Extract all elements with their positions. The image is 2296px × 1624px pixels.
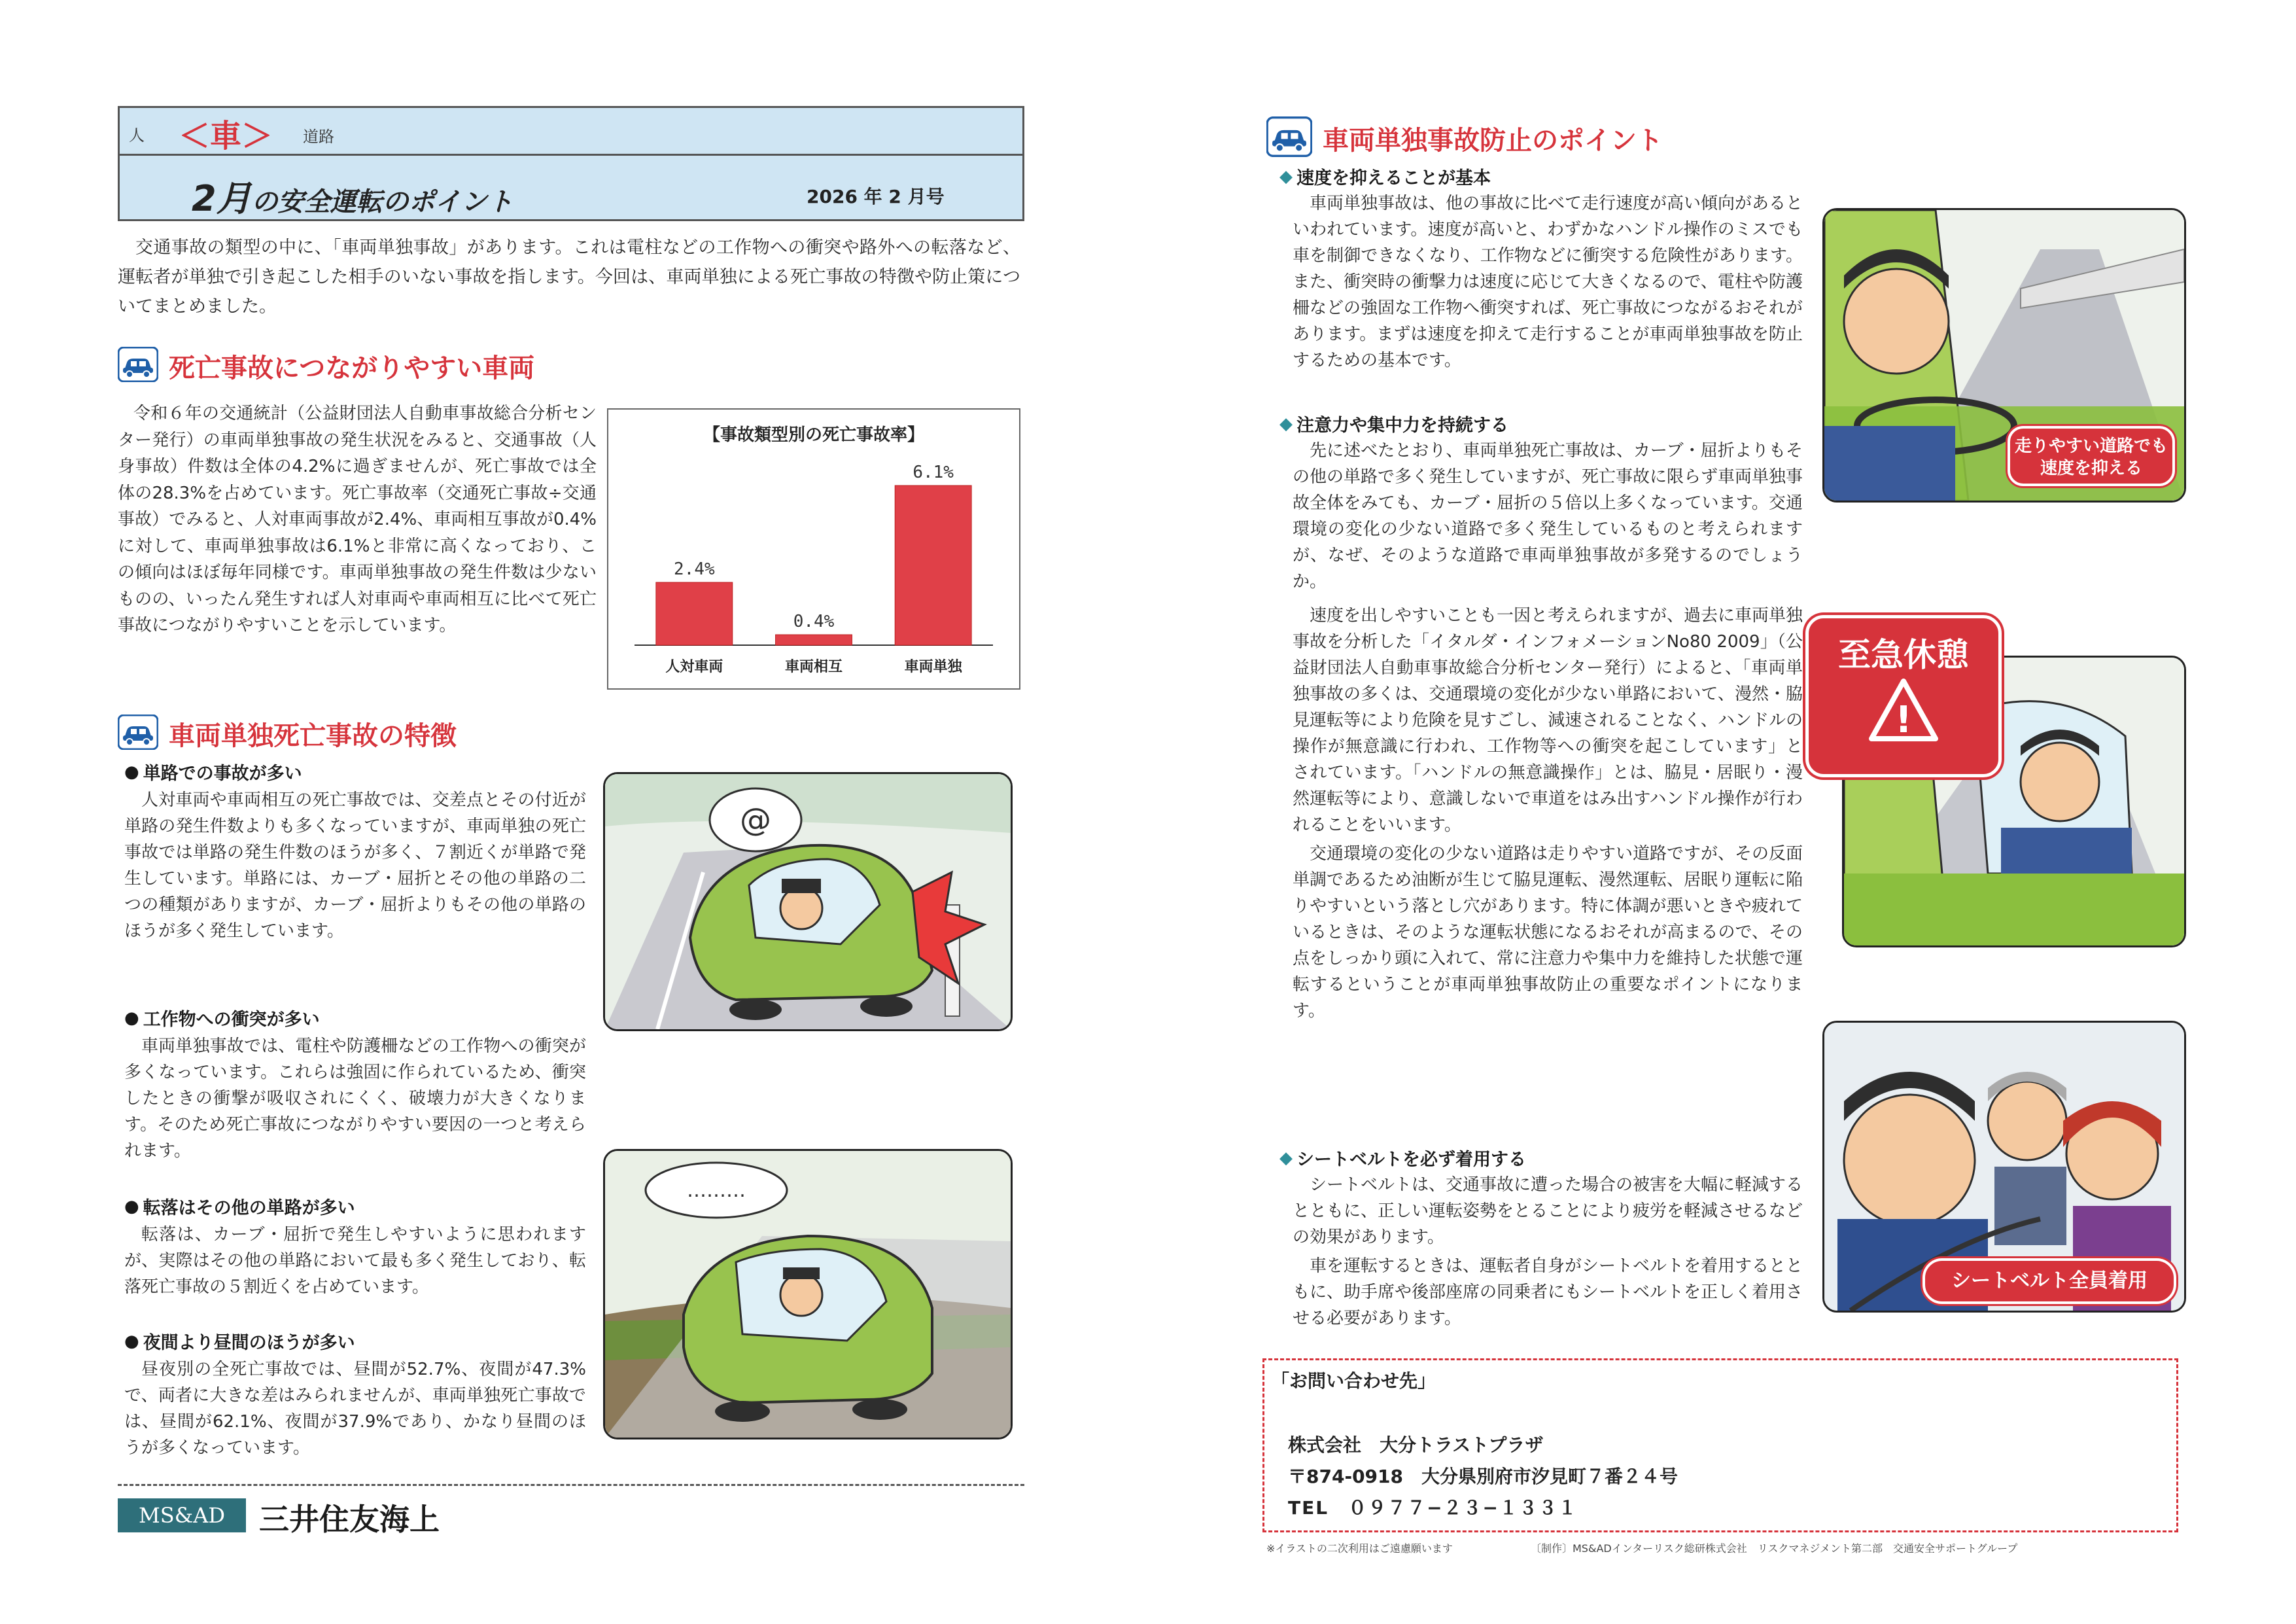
feature-body: 昼夜別の全死亡事故では、昼間が52.7%、夜間が47.3%で、両者に大きな差はみられませんが、車両単独死亡事故では、昼間が62.1%、夜間が37.9%であり、かなり昼間のほうが多くなっています。 bbox=[124, 1360, 586, 1458]
point-body: 車両単独事故は、他の事故に比べて走行速度が高い傾向があるといわれています。速度が高いと、わずかなハンドル操作のミスでも車を制御できなくなり、工作物などに衝突する危険性があります。また、衝突時の衝撃力は速度に応じて大きくなるので、電柱や防護柵などの強固な工作物へ衝突すれば、死亡事故につながるおそれがあります。まずは速度を抑えて走行することが車両単独事故を防止するための基本です。 bbox=[1293, 194, 1803, 370]
header-title-row bbox=[192, 171, 513, 221]
car-icon bbox=[118, 715, 158, 752]
point-body: 車を運転するときは、運転者自身がシートベルトを着用するとともに、助手席や後部座席の同乗者にもシートベルトを正しく着用させる必要があります。 bbox=[1293, 1256, 1803, 1328]
feature-item-1 bbox=[124, 759, 586, 944]
feature-heading-text: 転落はその他の単路が多い bbox=[143, 1198, 355, 1218]
feature-heading-text: 単路での事故が多い bbox=[143, 764, 302, 784]
header-title-rest: の安全運転のポイント bbox=[251, 187, 513, 217]
chart-category-label: 人対車両 bbox=[665, 659, 723, 675]
chart-plot bbox=[608, 410, 1019, 684]
footer-divider bbox=[118, 1484, 1024, 1486]
company-name: 三井住友海上 bbox=[259, 1502, 440, 1537]
header-left-big: ＜車＞ bbox=[179, 118, 273, 154]
footnote-producer: 〔制作〕MS&ADインターリスク総研株式会社 リスクマネジメント第二部 交通安全サポートグループ bbox=[1531, 1542, 2018, 1555]
diamond-icon: ◆ bbox=[1279, 166, 1293, 186]
chart-title: 【事故類型別の死亡事故率】 bbox=[703, 425, 924, 445]
point-heading bbox=[1279, 164, 1803, 189]
point-body: 速度を出しやすいことも一因と考えられますが、過去に車両単独事故を分析した「イタルダ・インフォメーションNo80 2009」（公益財団法人自動車事故総合分析センター発行）によると、「車両単独事故の多くは、交通環境の変化が少ない単路において、漫然・脇見運転等により危険を見すごし、減速されることなく、ハンドルの操作が無意識に行われ、工作物等への衝突を起こしています」とされています。「ハンドルの無意識操作」とは、脇見・居眠り・漫然運転等により、意識しないで車道をはみ出すハンドル操作が行われることをいいます。 bbox=[1293, 606, 1803, 835]
header-right-small: 道路 bbox=[303, 128, 334, 146]
feature-body: 人対車両や車両相互の死亡事故では、交差点とその付近が単路の発生件数よりも多くなっていますが、車両単独の死亡事故では単路の発生件数のほうが多く、７割近くが単路で発生しています。単路には、カーブ・屈折とその他の単路の二つの種類がありますが、カーブ・屈折よりもその他の単路のほうが多く発生しています。 bbox=[124, 790, 586, 941]
bullet-icon: ● bbox=[124, 762, 139, 782]
car-icon bbox=[118, 347, 158, 385]
chart-category-label: 車両単独 bbox=[904, 659, 962, 675]
speech-bubble-seatbelt: シートベルト全員着用 bbox=[1922, 1258, 2176, 1304]
illustration-seatbelt bbox=[1822, 1021, 2186, 1313]
bullet-icon: ● bbox=[124, 1008, 139, 1028]
point-heading bbox=[1279, 1145, 1803, 1171]
msad-logo: MS&AD bbox=[118, 1498, 246, 1532]
feature-item-4 bbox=[124, 1328, 586, 1461]
chart-value-label: 2.4% bbox=[674, 559, 715, 579]
rest-sign-text: 至急休憩 bbox=[1838, 636, 1969, 674]
section1-heading bbox=[118, 347, 534, 385]
section2-title: 車両単独死亡事故の特徴 bbox=[169, 720, 457, 751]
feature-item-2 bbox=[124, 1005, 586, 1164]
section1-title: 死亡事故につながりやすい車両 bbox=[169, 353, 535, 383]
point-heading bbox=[1279, 411, 1803, 436]
bullet-icon: ● bbox=[124, 1331, 139, 1351]
chart-bar bbox=[656, 582, 733, 645]
header-title-prefix: 2月 bbox=[192, 178, 252, 219]
rest-sign bbox=[1805, 615, 2002, 777]
accident-rate-chart bbox=[607, 408, 1020, 690]
warning-mark: ! bbox=[1895, 699, 1912, 741]
feature-heading bbox=[124, 1005, 586, 1031]
point-heading-text: 注意力や集中力を持続する bbox=[1296, 415, 1508, 436]
section3-heading bbox=[1266, 116, 1663, 160]
point-item-1 bbox=[1279, 164, 1803, 374]
section2-heading bbox=[118, 715, 457, 752]
thought-bubble-dots: ……… bbox=[687, 1179, 746, 1202]
illustration-off-road bbox=[603, 1149, 1013, 1439]
feature-body: 車両単独事故では、電柱や防護柵などの工作物への衝突が多くなっています。これらは強固に作られているため、衝突したときの衝撃が吸収されにくく、破壊力が大きくなります。そのため死亡事故につながりやすい要因の一つと考えられます。 bbox=[124, 1036, 586, 1161]
section1-body: 令和６年の交通統計（公益財団法人自動車事故総合分析センター発行）の車両単独事故の発生状況をみると、交通事故（人身事故）件数は全体の4.2%に過ぎませんが、死亡事故では全体の28.3%を占めています。死亡事故率（交通死亡事故÷交通事故）でみると、人対車両事故が2.4%、車両相互事故が0.4%に対して、車両単独事故は6.1%と非常に高くなっており、この傾向はほぼ毎年同様です。車両単独事故の発生件数は少ないものの、いったん発生すれば人対車両や車両相互に比べて死亡事故につながりやすいことを示しています。 bbox=[118, 404, 597, 635]
intro-paragraph: 交通事故の類型の中に、「車両単独事故」があります。これは電柱などの工作物への衝突や路外への転落など、運転者が単独で引き起こした相手のいない事故を指します。今回は、車両単独による死亡事故の特徴や防止策についてまとめました。 bbox=[118, 238, 1020, 317]
car-icon bbox=[1266, 116, 1312, 160]
warning-icon bbox=[1868, 677, 1939, 743]
header-box bbox=[118, 106, 1024, 221]
speech-bubble-speed: 走りやすい道路でも 速度を抑える bbox=[2008, 426, 2175, 486]
chart-category-label: 車両相互 bbox=[784, 659, 843, 675]
feature-heading bbox=[124, 1328, 586, 1354]
feature-heading-text: 夜間より昼間のほうが多い bbox=[143, 1333, 355, 1353]
contact-box bbox=[1262, 1358, 2178, 1532]
point-item-3 bbox=[1279, 1145, 1803, 1332]
point-body: シートベルトは、交通事故に遭った場合の被害を大幅に軽減するとともに、正しい運転姿勢をとることにより疲労を軽減させるなどの効果があります。 bbox=[1293, 1175, 1803, 1247]
chart-bar bbox=[776, 635, 852, 645]
point-body: 先に述べたとおり、車両単独死亡事故は、カーブ・屈折よりもその他の単路で多く発生していますが、死亡事故に限らず車両単独事故全体をみても、カーブ・屈折の５倍以上多くなっています。交通環境の変化の少ない道路で多く発生しているものと考えられますが、なぜ、そのような道路で車両単独事故が多発するのでしょうか。 bbox=[1293, 441, 1803, 591]
chart-value-label: 0.4% bbox=[793, 612, 835, 631]
footnote-illustration: ※イラストの二次利用はご遠慮願います bbox=[1266, 1542, 1453, 1555]
illustration-crash bbox=[603, 772, 1013, 1031]
thought-bubble-dizzy: @ bbox=[740, 802, 771, 838]
contact-tel: TEL ０９７７−２３−１３３１ bbox=[1288, 1497, 1578, 1519]
header-issue: 2026 年 2 月号 bbox=[807, 186, 945, 207]
feature-heading bbox=[124, 1193, 586, 1219]
section3-title: 車両単独事故防止のポイント bbox=[1323, 125, 1663, 156]
header-left-small: 人 bbox=[129, 126, 145, 145]
point-item-2 bbox=[1279, 411, 1803, 1024]
feature-item-3 bbox=[124, 1193, 586, 1300]
contact-address: 〒874-0918 大分県別府市汐見町７番２４号 bbox=[1288, 1466, 1678, 1487]
chart-bar bbox=[895, 485, 971, 645]
diamond-icon: ◆ bbox=[1279, 414, 1293, 434]
feature-body: 転落は、カーブ・屈折で発生しやすいように思われますが、実際はその他の単路において最も多く発生しており、転落死亡事故の５割近くを占めています。 bbox=[124, 1225, 586, 1297]
contact-label: 「お問い合わせ先」 bbox=[1271, 1370, 1436, 1392]
contact-company: 株式会社 大分トラストプラザ bbox=[1288, 1434, 1544, 1456]
header-top-row bbox=[120, 108, 1022, 156]
point-heading-text: 速度を抑えることが基本 bbox=[1296, 168, 1491, 188]
bullet-icon: ● bbox=[124, 1196, 139, 1216]
feature-heading-text: 工作物への衝突が多い bbox=[143, 1010, 320, 1030]
point-body: 交通環境の変化の少ない道路は走りやすい道路ですが、その反面単調であるため油断が生じて脇見運転、漫然運転、居眠り運転に陥りやすいという落とし穴があります。特に体調が悪いときや疲れているときは、そのような運転状態になるおそれが高まるので、その点をしっかり頭に入れて、常に注意力や集中力を維持した状態で運転するということが車両単独事故防止の重要なポイントになります。 bbox=[1293, 844, 1803, 1021]
illustration-speed bbox=[1822, 208, 2186, 503]
chart-value-label: 6.1% bbox=[913, 463, 954, 482]
feature-heading bbox=[124, 759, 586, 785]
diamond-icon: ◆ bbox=[1279, 1148, 1293, 1168]
point-heading-text: シートベルトを必ず着用する bbox=[1296, 1150, 1526, 1170]
